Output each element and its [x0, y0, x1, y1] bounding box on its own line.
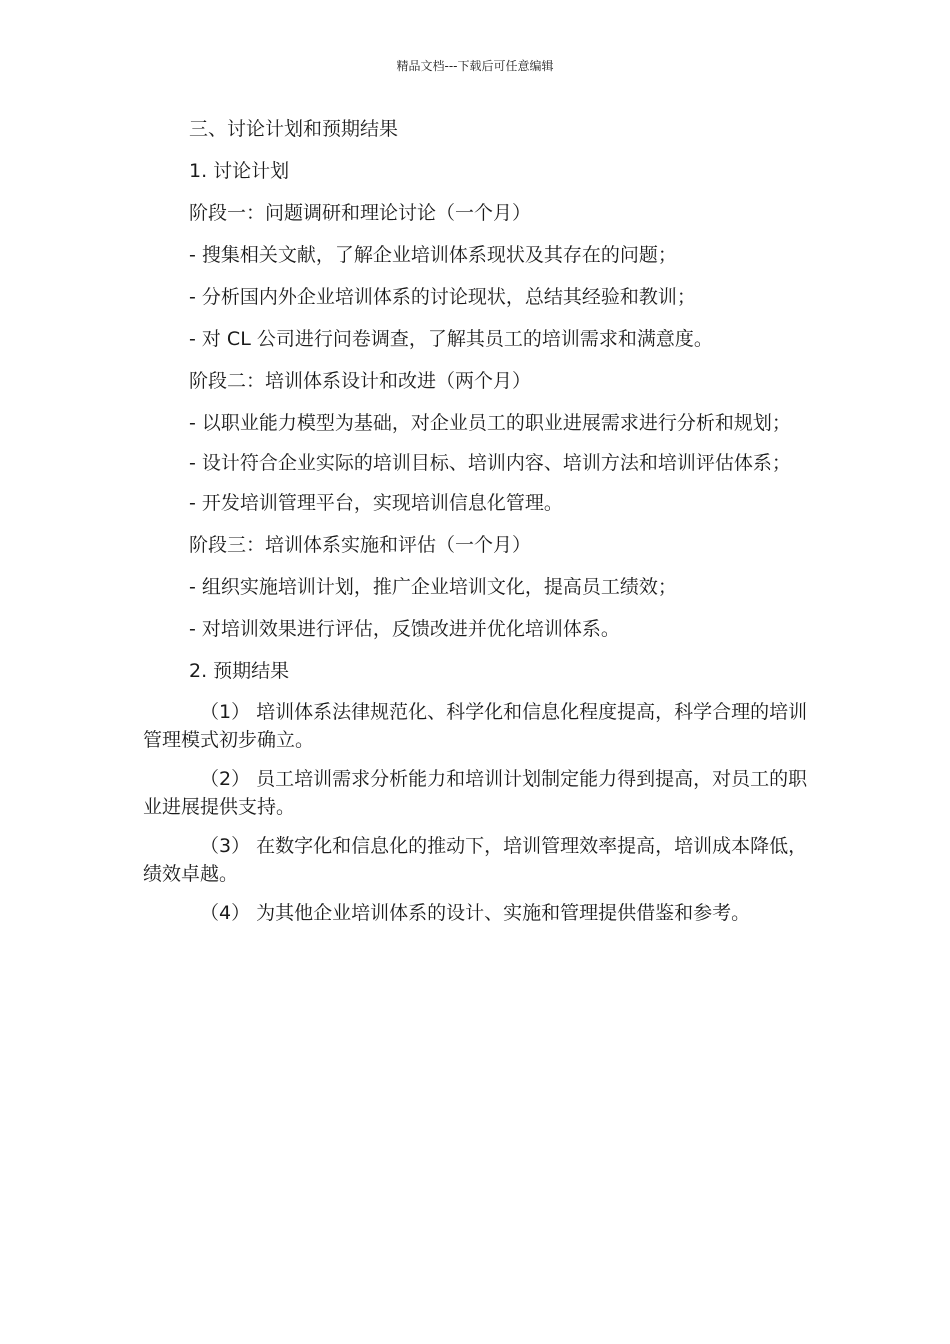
plan-heading: 1. 讨论计划	[189, 160, 290, 182]
result-item: （1） 培训体系法律规范化、科学化和信息化程度提高，科学合理的培训管理模式初步确立。	[143, 701, 808, 751]
stage2-item: - 开发培训管理平台，实现培训信息化管理。	[189, 492, 563, 514]
stage1-item: - 搜集相关文献，了解企业培训体系现状及其存在的问题；	[189, 244, 677, 266]
stage1-item: - 对 CL 公司进行问卷调查，了解其员工的培训需求和满意度。	[189, 328, 713, 350]
result-item: （2） 员工培训需求分析能力和培训计划制定能力得到提高，对员工的职业进展提供支持。	[143, 768, 808, 818]
stage1-item: - 分析国内外企业培训体系的讨论现状，总结其经验和教训；	[189, 286, 696, 308]
document-body	[143, 114, 808, 927]
result-item: （3） 在数字化和信息化的推动下，培训管理效率提高，培训成本降低，绩效卓越。	[143, 835, 808, 885]
result-item: （4） 为其他企业培训体系的设计、实施和管理提供借鉴和参考。	[200, 902, 751, 924]
stage3-item: - 组织实施培训计划，推广企业培训文化，提高员工绩效；	[189, 576, 677, 598]
stage3-title: 阶段三：培训体系实施和评估（一个月）	[189, 534, 532, 556]
stage3-item: - 对培训效果进行评估，反馈改进并优化培训体系。	[189, 618, 620, 640]
stage2-item: - 设计符合企业实际的培训目标、培训内容、培训方法和培训评估体系；	[189, 452, 791, 474]
stage2-item: - 以职业能力模型为基础，对企业员工的职业进展需求进行分析和规划；	[189, 412, 791, 434]
stage2-title: 阶段二：培训体系设计和改进（两个月）	[189, 370, 532, 392]
stage1-title: 阶段一：问题调研和理论讨论（一个月）	[189, 202, 532, 224]
section-title: 三、讨论计划和预期结果	[189, 118, 399, 140]
results-heading: 2. 预期结果	[189, 660, 290, 682]
page-header: 精品文档---下载后可任意编辑	[396, 59, 554, 73]
